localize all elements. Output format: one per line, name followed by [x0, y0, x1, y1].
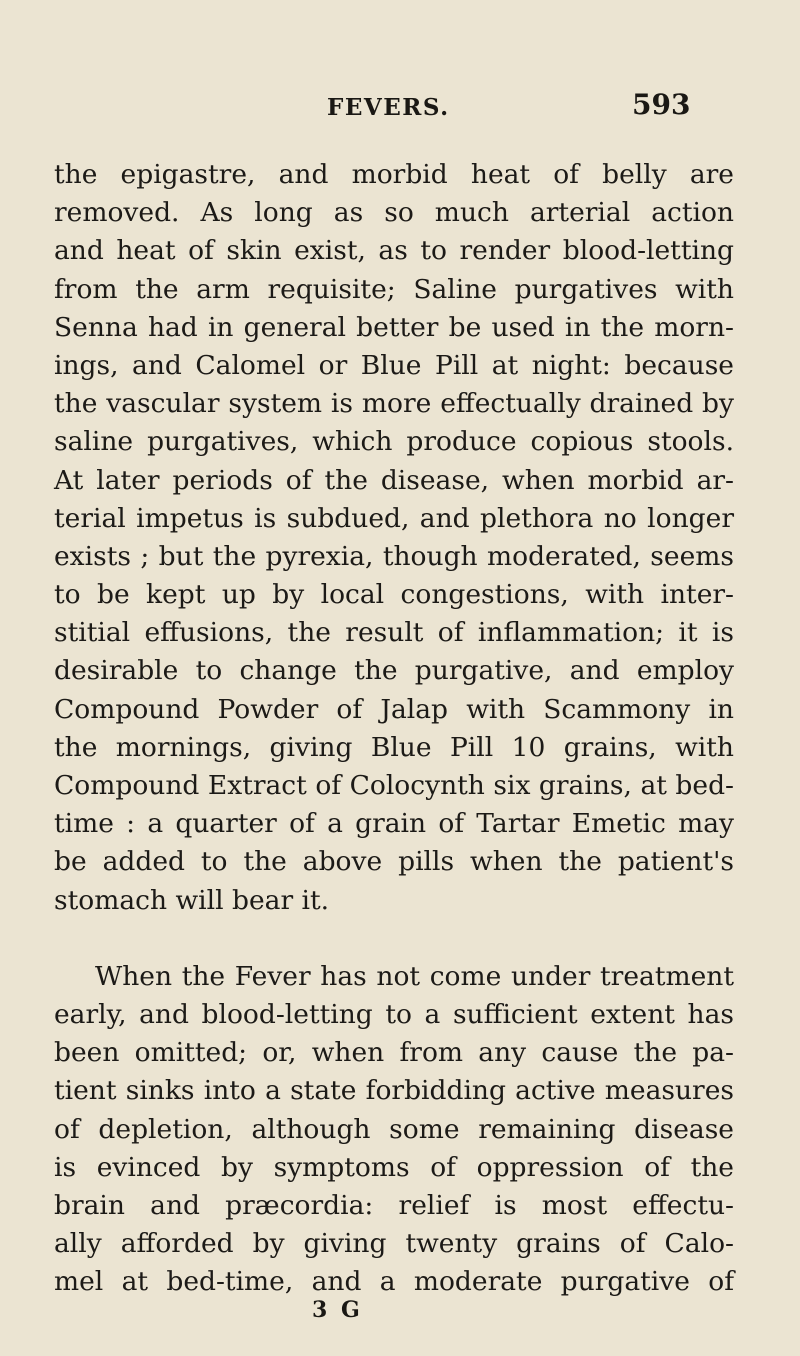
- text-line: mel at bed-time, and a moderate purgative of: [54, 1266, 734, 1298]
- text-line: be added to the above pills when the patient's: [54, 846, 734, 878]
- text-line: ally afforded by giving twenty grains of Calo-: [54, 1228, 734, 1260]
- text-line: the mornings, giving Blue Pill 10 grains, with: [54, 731, 734, 763]
- text-line: and heat of skin exist, as to render blood-letting: [54, 235, 734, 267]
- text-line: Compound Extract of Colocynth six grains, at bed-: [54, 770, 734, 801]
- text-line: tient sinks into a state forbidding active measures: [54, 1075, 734, 1107]
- text-line: brain and præcordia: relief is most effectu-: [54, 1189, 734, 1221]
- signature-mark: 3 G: [312, 1297, 363, 1323]
- text-line: stomach will bear it.: [54, 884, 330, 916]
- text-line: from the arm requisite; Saline purgatives with: [54, 273, 734, 305]
- text-line: time : a quarter of a grain of Tartar Emetic may: [54, 808, 734, 840]
- text-line: At later periods of the disease, when morbid ar-: [54, 464, 734, 496]
- page-number: 593: [632, 88, 691, 121]
- body-text: [54, 156, 734, 1301]
- text-line: removed. As long as so much arterial action: [54, 197, 734, 229]
- text-line: stitial effusions, the result of inflammation; it is: [54, 617, 734, 649]
- text-line: saline purgatives, which produce copious stools.: [54, 426, 734, 458]
- text-line: the vascular system is more effectually drained by: [54, 388, 734, 420]
- paragraph-2: [54, 958, 734, 1302]
- text-line: exists ; but the pyrexia, though moderated, seems: [54, 540, 734, 572]
- text-line: been omitted; or, when from any cause the pa-: [54, 1037, 734, 1069]
- text-line: terial impetus is subdued, and plethora no longer: [54, 502, 734, 534]
- text-line: desirable to change the purgative, and employ: [54, 655, 734, 687]
- running-title: FEVERS.: [327, 94, 450, 121]
- paragraph-1: [54, 156, 734, 920]
- text-line: of depletion, although some remaining disease: [54, 1113, 734, 1145]
- paragraph-gap: [54, 920, 734, 958]
- running-head: [0, 88, 800, 128]
- text-line: to be kept up by local congestions, with inter-: [54, 579, 734, 611]
- text-line: Compound Powder of Jalap with Scammony in: [54, 693, 734, 725]
- text-line: the epigastre, and morbid heat of belly are: [54, 159, 734, 190]
- text-line: is evinced by symptoms of oppression of the: [54, 1151, 734, 1183]
- text-line: early, and blood-letting to a sufficient extent has: [54, 998, 734, 1030]
- text-line: ings, and Calomel or Blue Pill at night: because: [54, 349, 734, 381]
- text-line: When the Fever has not come under treatment: [95, 960, 734, 992]
- text-line: Senna had in general better be used in the morn-: [54, 311, 734, 343]
